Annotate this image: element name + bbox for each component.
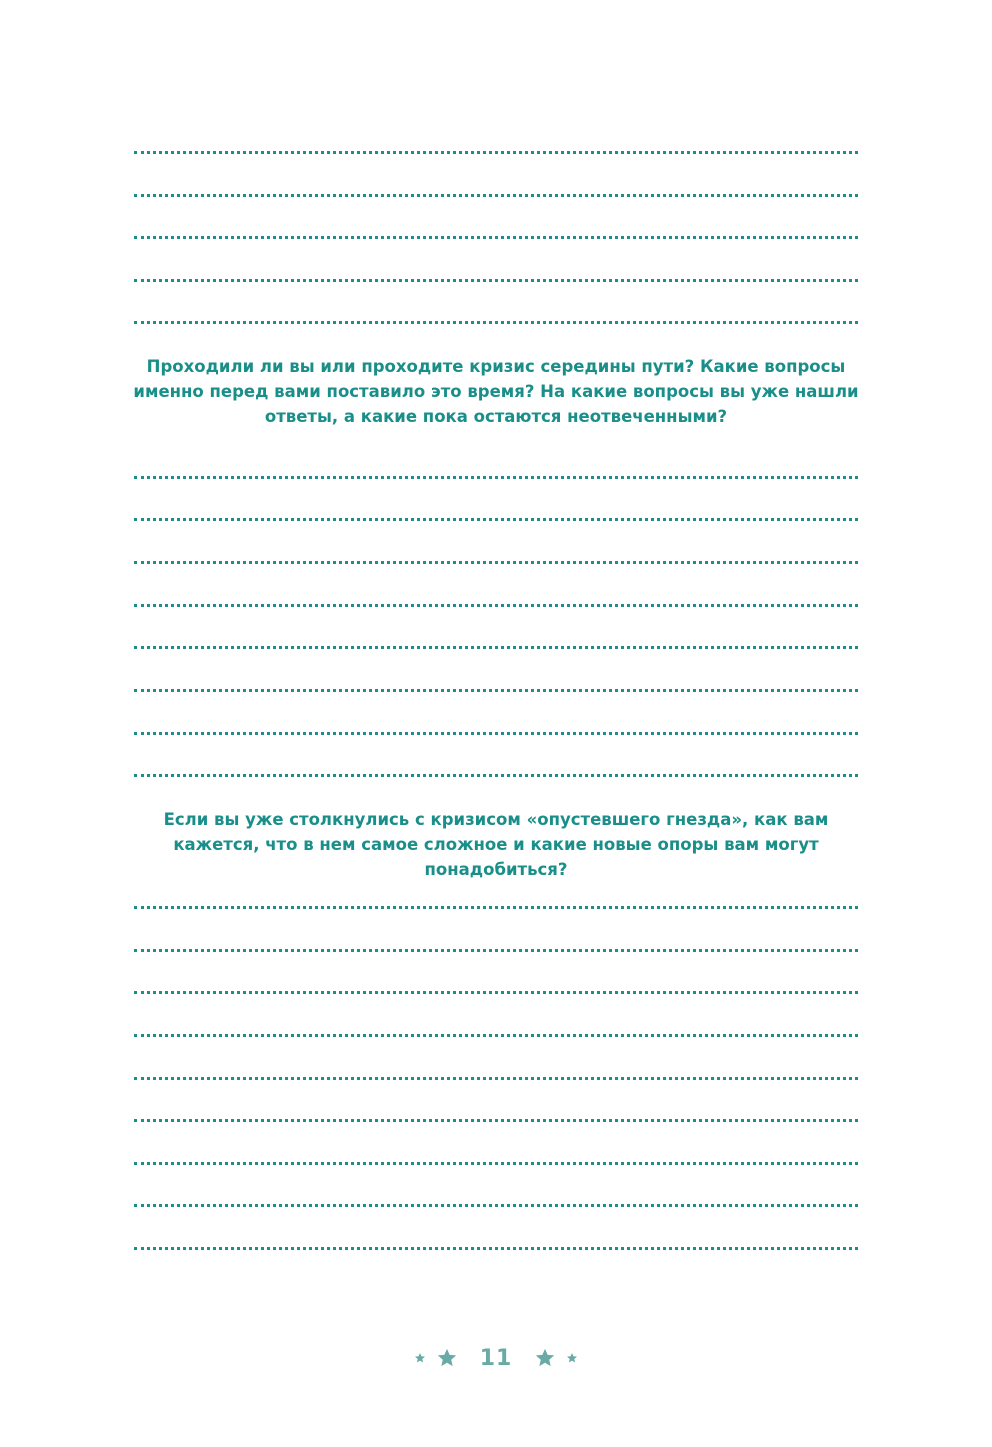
page-number: 11 (479, 1345, 513, 1371)
page-footer (0, 1338, 992, 1378)
answer-line[interactable] (134, 279, 858, 282)
answer-line[interactable] (134, 321, 858, 324)
star-icon (414, 1352, 426, 1364)
answer-line[interactable] (134, 1119, 858, 1122)
answer-line[interactable] (134, 732, 858, 735)
answer-line[interactable] (134, 991, 858, 994)
star-icon (436, 1347, 458, 1369)
star-icon (534, 1347, 556, 1369)
answer-line[interactable] (134, 518, 858, 521)
answer-line[interactable] (134, 561, 858, 564)
answer-line[interactable] (134, 151, 858, 154)
answer-line[interactable] (134, 949, 858, 952)
answer-line[interactable] (134, 774, 858, 777)
answer-line[interactable] (134, 1077, 858, 1080)
answer-line[interactable] (134, 1034, 858, 1037)
answer-line[interactable] (134, 646, 858, 649)
answer-line[interactable] (134, 194, 858, 197)
answer-line[interactable] (134, 476, 858, 479)
answer-line[interactable] (134, 1247, 858, 1250)
question-empty-nest: Если вы уже столкнулись с кризисом «опустевшего гнезда», как вам кажется, что в нем самое сложное и какие новые опоры вам могут понадобиться? (163, 810, 829, 879)
answer-line[interactable] (134, 1204, 858, 1207)
answer-line[interactable] (134, 689, 858, 692)
answer-line[interactable] (134, 906, 858, 909)
answer-line[interactable] (134, 604, 858, 607)
answer-line[interactable] (134, 236, 858, 239)
answer-line[interactable] (134, 1162, 858, 1165)
star-icon (566, 1352, 578, 1364)
question-midlife-crisis: Проходили ли вы или проходите кризис середины пути? Какие вопросы именно перед вами поставило это время? На какие вопросы вы уже нашли ответы, а какие пока остаются неотвеченными? (133, 357, 859, 426)
